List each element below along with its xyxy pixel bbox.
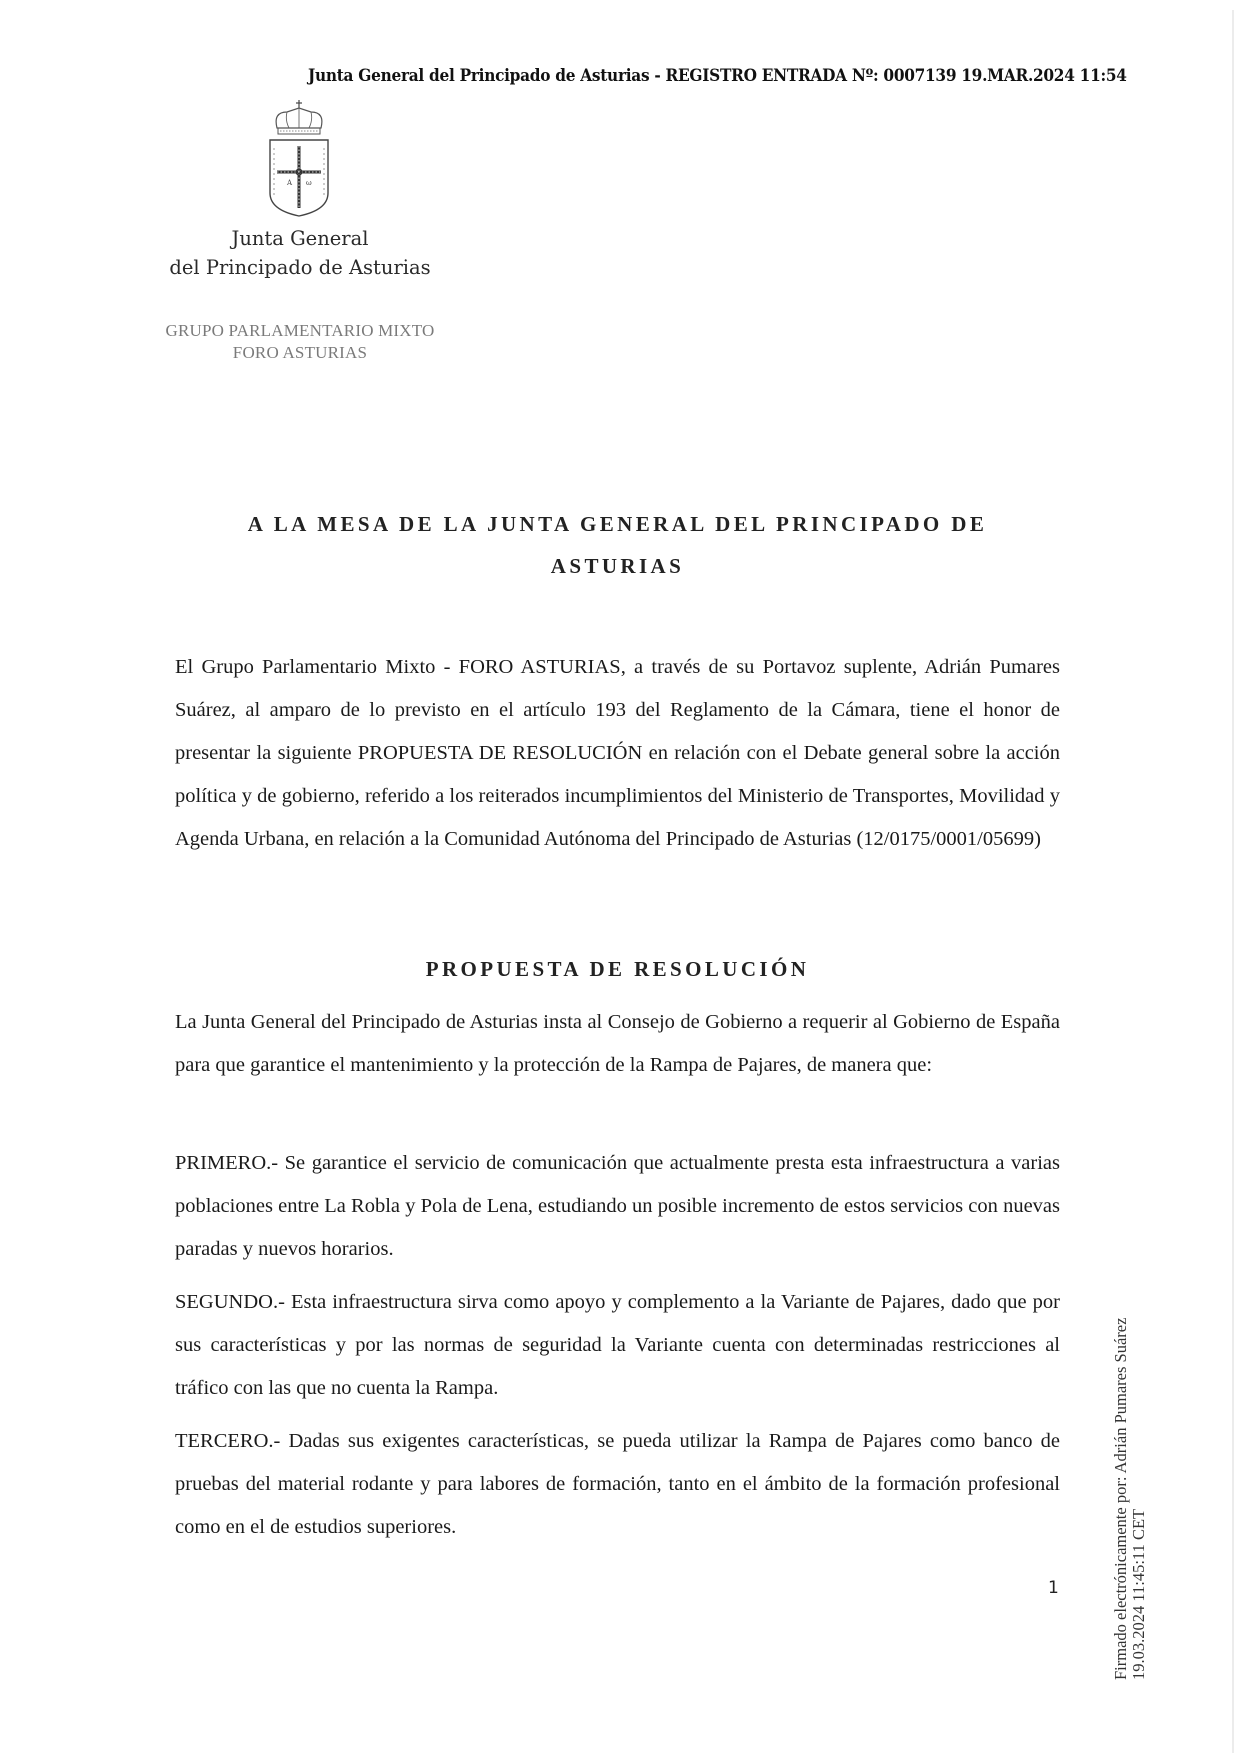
parliamentary-group — [130, 320, 470, 364]
page-number: 1 — [1048, 1578, 1059, 1598]
scan-edge-line — [1232, 10, 1234, 1753]
point-segundo: SEGUNDO.- Esta infraestructura sirva como apoyo y complemento a la Variante de Pajares, dado que por sus características y por las normas de seguridad la Variante cuenta con determinadas restricciones al tráfico con las que no cuenta la Rampa. — [175, 1291, 1060, 1399]
insta-paragraph: La Junta General del Principado de Asturias insta al Consejo de Gobierno a requerir al Gobierno de España para que garantice el mantenimiento y la protección de la Rampa de Pajares, de manera que: — [175, 1011, 1060, 1076]
group-line2: FORO ASTURIAS — [232, 343, 368, 362]
heading-line2: ASTURIAS — [550, 554, 685, 578]
registry-stamp: Junta General del Principado de Asturias - REGISTRO ENTRADA Nº: 0007139 19.MAR.2024 11:54 — [308, 66, 1127, 85]
electronic-signature — [1112, 1318, 1148, 1680]
signature-line1: Firmado electrónicamente por: Adrián Pumares Suárez — [1111, 1317, 1130, 1680]
svg-text:ω: ω — [306, 179, 312, 187]
point-tercero: TERCERO.- Dadas sus exigentes características, se pueda utilizar la Rampa de Pajares como banco de pruebas del material rodante y para labores de formación, tanto en el ámbito de la formación profesional como en el de estudios superiores. — [175, 1430, 1060, 1538]
propuesta-title: PROPUESTA DE RESOLUCIÓN — [425, 957, 810, 981]
addressee-heading — [160, 503, 1075, 587]
svg-text:A: A — [287, 179, 293, 187]
org-name-line2: del Principado de Asturias — [169, 256, 431, 279]
signature-line2: 19.03.2024 11:45:11 CET — [1129, 1508, 1148, 1680]
group-line1: GRUPO PARLAMENTARIO MIXTO — [165, 321, 435, 340]
intro-paragraph: El Grupo Parlamentario Mixto - FORO ASTURIAS, a través de su Portavoz suplente, Adrián Pumares Suárez, al amparo de lo previsto en el artículo 193 del Reglamento de la Cámara, tiene el honor de presentar la siguiente PROPUESTA DE RESOLUCIÓN en relación con el Debate general sobre la acción política y de gobierno, referido a los reiterados incumplimientos del Ministerio de Transportes, Movilidad y Agenda Urbana, en relación a la Comunidad Autónoma del Principado de Asturias (12/0175/0001/05699) — [175, 656, 1060, 850]
point-primero: PRIMERO.- Se garantice el servicio de comunicación que actualmente presta esta infraestructura a varias poblaciones entre La Robla y Pola de Lena, estudiando un posible incremento de estos servicios con nuevas paradas y nuevos horarios. — [175, 1152, 1060, 1260]
org-name-line1: Junta General — [231, 227, 369, 250]
asturias-coat-of-arms-icon — [263, 98, 335, 220]
organization-name — [140, 224, 460, 282]
heading-line1: A LA MESA DE LA JUNTA GENERAL DEL PRINCIPADO DE — [247, 512, 988, 536]
